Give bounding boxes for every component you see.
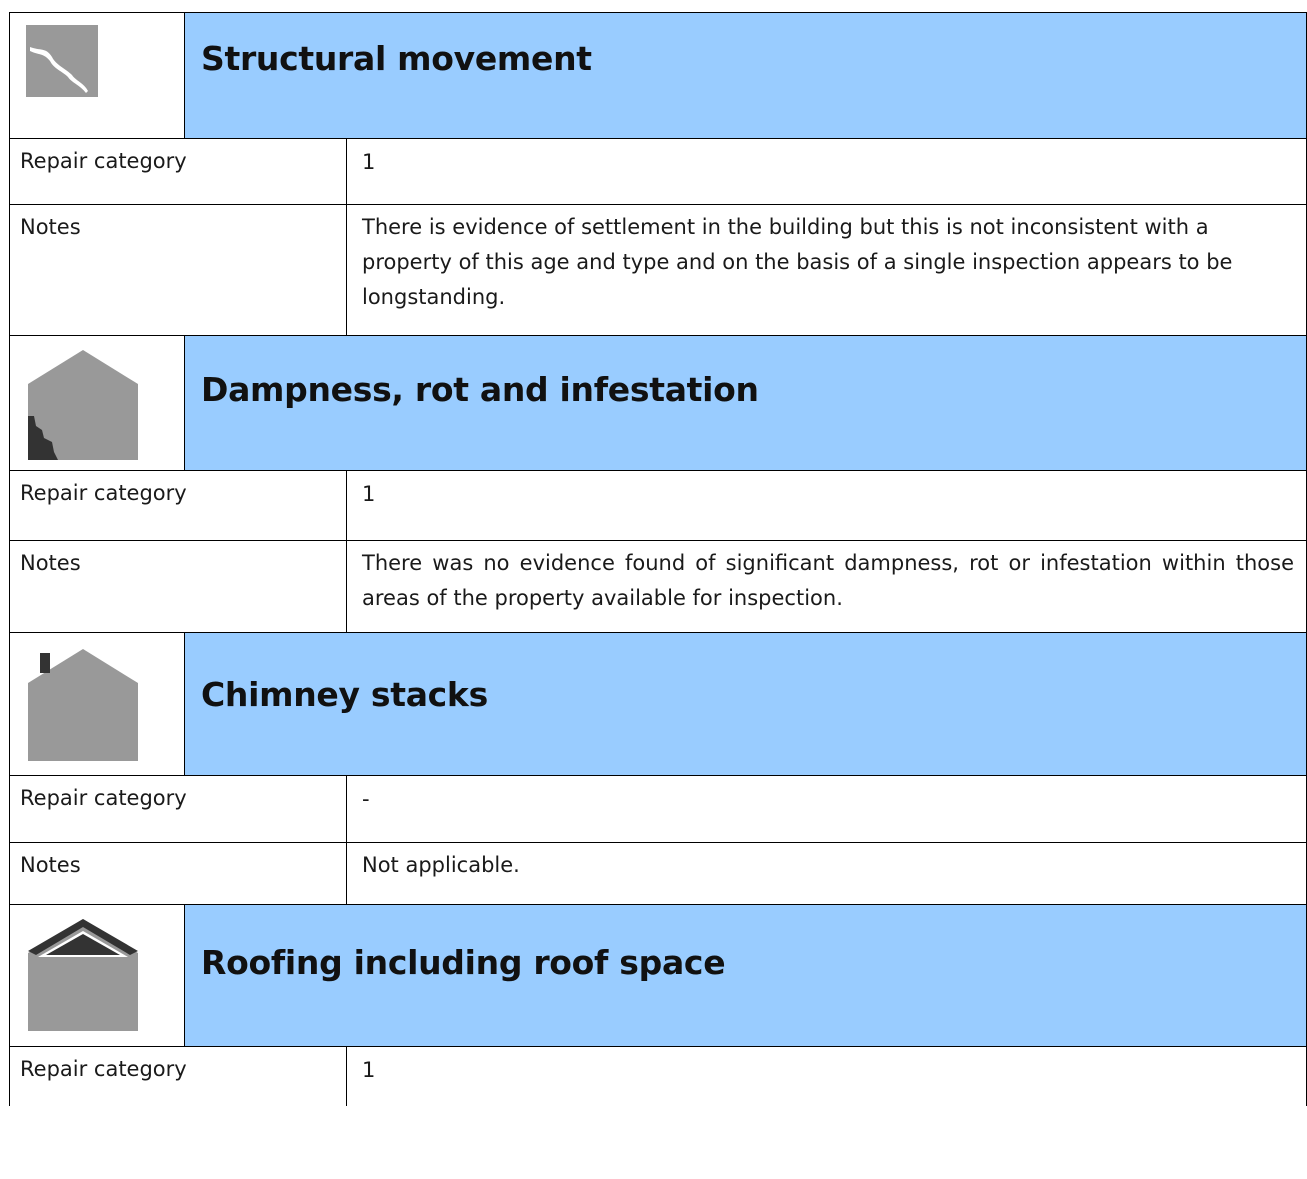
repair-category-row — [9, 1046, 1307, 1106]
notes-row — [9, 540, 1307, 632]
notes-label: Notes — [10, 541, 347, 632]
chimney-house-icon — [28, 649, 138, 763]
section-header — [9, 632, 1307, 775]
notes-value: There was no evidence found of significant dampness, rot or infestation within those areas of the property available for inspection. — [362, 551, 1294, 610]
title-cell — [185, 905, 1306, 1046]
repair-category-row — [9, 470, 1307, 540]
repair-category-label: Repair category — [10, 1047, 347, 1106]
damp-house-icon — [28, 350, 138, 462]
repair-category-value: - — [362, 787, 370, 811]
structural-crack-icon — [26, 25, 98, 97]
title-cell — [185, 13, 1306, 138]
repair-category-value: 1 — [362, 482, 376, 506]
section-header — [9, 12, 1307, 138]
repair-category-label: Repair category — [10, 776, 347, 842]
icon-cell — [10, 905, 185, 1046]
icon-cell — [10, 336, 185, 470]
notes-row — [9, 842, 1307, 904]
repair-category-value: 1 — [362, 150, 376, 174]
section-structural-movement — [9, 12, 1307, 335]
repair-category-label: Repair category — [10, 471, 347, 540]
section-header — [9, 335, 1307, 470]
section-title: Chimney stacks — [201, 675, 488, 714]
section-title: Structural movement — [201, 39, 592, 78]
notes-value: There is evidence of settlement in the building but this is not inconsistent with a property of this age and type and on the basis of a single inspection appears to be longstanding. — [362, 215, 1233, 309]
repair-category-label: Repair category — [10, 139, 347, 204]
repair-category-row — [9, 138, 1307, 204]
title-cell — [185, 633, 1306, 775]
icon-cell — [10, 13, 185, 138]
notes-value: Not applicable. — [362, 853, 520, 877]
section-chimney-stacks — [9, 632, 1307, 904]
notes-label: Notes — [10, 843, 347, 904]
icon-cell — [10, 633, 185, 775]
repair-category-row — [9, 775, 1307, 842]
roof-house-icon — [28, 919, 138, 1033]
section-header — [9, 904, 1307, 1046]
notes-row — [9, 204, 1307, 335]
section-title: Roofing including roof space — [201, 943, 726, 982]
section-title: Dampness, rot and infestation — [201, 370, 759, 409]
notes-label: Notes — [10, 205, 347, 335]
section-dampness — [9, 335, 1307, 632]
title-cell — [185, 336, 1306, 470]
section-roofing — [9, 904, 1307, 1106]
condition-report-table — [9, 12, 1307, 1106]
repair-category-value: 1 — [362, 1058, 376, 1082]
